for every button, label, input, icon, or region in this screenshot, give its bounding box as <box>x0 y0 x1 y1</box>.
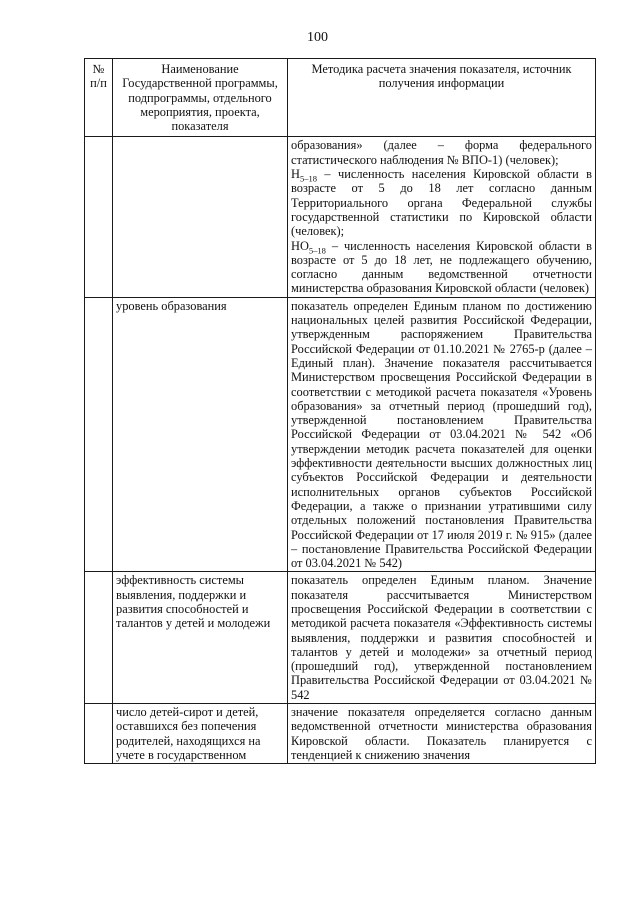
table-header-row <box>85 59 596 137</box>
table-row <box>85 704 596 764</box>
table-row <box>85 297 596 572</box>
method-paragraph <box>291 167 592 238</box>
row-name: уровень образования <box>113 297 288 572</box>
row-num <box>85 704 113 764</box>
symbol-definition: – численность населения Кировской области в возрасте от 5 до 18 лет согласно данным Территориального органа Федеральной службы государственной статистики по Кировской области (человек); <box>291 167 592 239</box>
symbol-definition: – численность населения Кировской области в возрасте от 5 до 18 лет, не подлежащего обучению, согласно данным ведомственной отчетности министерства образования Кировской области (человек) <box>291 238 592 296</box>
page-number: 100 <box>307 30 328 45</box>
header-num: № п/п <box>85 59 113 137</box>
row-name: эффективность системы выявления, поддержки и развития способностей и талантов у детей и молодежи <box>113 572 288 704</box>
row-num <box>85 572 113 704</box>
row-method <box>288 137 596 297</box>
row-name: число детей-сирот и детей, оставшихся без попечения родителей, находящихся на учете в государственном <box>113 704 288 764</box>
row-name <box>113 137 288 297</box>
method-paragraph <box>291 239 592 296</box>
symbol-base: Н <box>291 167 300 182</box>
indicator-table <box>84 58 596 764</box>
method-paragraph: образования» (далее – форма федерального статистического наблюдения № ВПО-1) (человек); <box>291 138 592 167</box>
header-method: Методика расчета значения показателя, источник получения информации <box>288 59 596 137</box>
row-method: показатель определен Единым планом по достижению национальных целей развития Российской Федерации, утвержденным распоряжением Правительства Российской Федерации от 01.10.2021 № 2765-р (далее – Единый план). Значение показателя рассчитывается Министерством просвещения Российской Федерации в соответствии с методикой расчета показателя «Уровень образования» за отчетный период (прошедший год), утвержденной постановлением Правительства Российской Федерации от 03.04.2021 № 542 «Об утверждении методик расчета показателей для оценки эффективности деятельности высших должностных лиц субъектов Российской Федерации и деятельности исполнительных органов субъектов Российской Федерации, а также о признании утратившими силу отдельных положений постановления Правительства Российской Федерации от 17 июля 2019 г. № 915» (далее – постановление Правительства Российской Федерации от 03.04.2021 № 542) <box>288 297 596 572</box>
symbol-subscript: 5–18 <box>308 245 326 256</box>
table-row <box>85 572 596 704</box>
row-method: значение показателя определяется согласно данным ведомственной отчетности министерства образования Кировской области. Показатель планируется с тенденцией к снижению значения <box>288 704 596 764</box>
row-method: показатель определен Единым планом. Значение показателя рассчитывается Министерством просвещения Российской Федерации в соответствии с методикой расчета показателя «Эффективность системы выявления, поддержки и развития способностей и талантов у детей и молодежи» за отчетный период (прошедший год), утвержденной постановлением Правительства Российской Федерации от 03.04.2021 № 542 <box>288 572 596 704</box>
table-row <box>85 137 596 297</box>
row-num <box>85 297 113 572</box>
row-num <box>85 137 113 297</box>
symbol-base: НО <box>291 238 309 253</box>
symbol-subscript: 5–18 <box>299 173 317 184</box>
header-name: Наименование Государственной программы, подпрограммы, отдельного мероприятия, проекта, показателя <box>113 59 288 137</box>
